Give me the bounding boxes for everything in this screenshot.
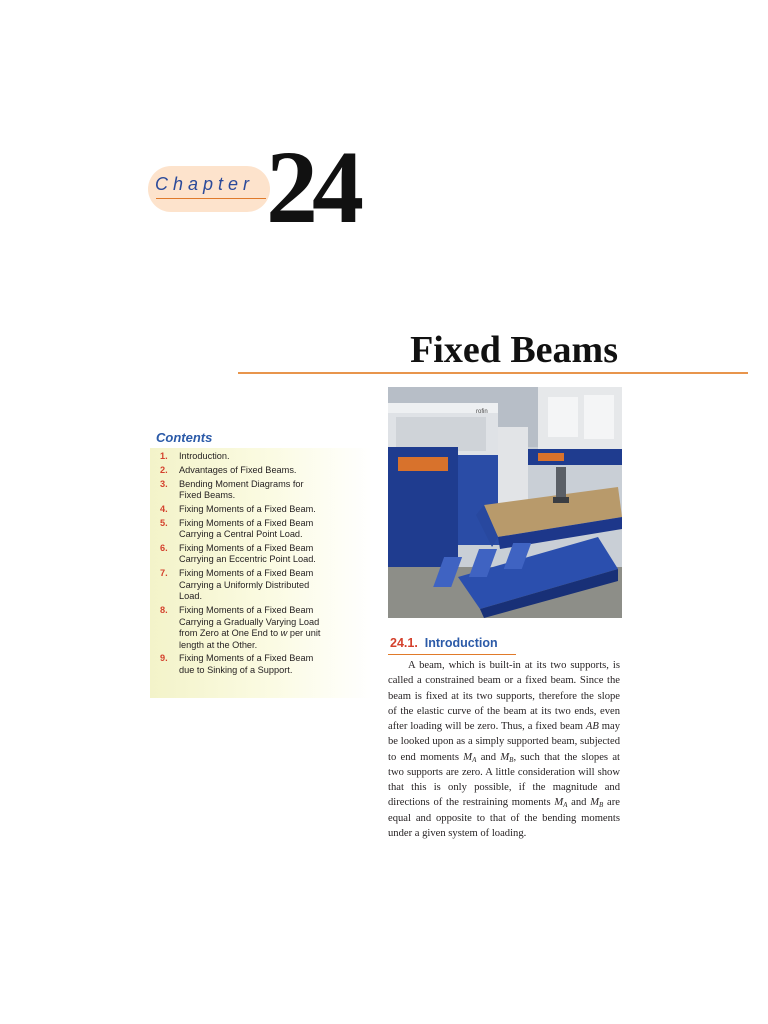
section-divider bbox=[388, 654, 516, 655]
section-number: 24.1. bbox=[390, 636, 418, 650]
contents-item-text: Fixing Moments of a Fixed Beam. bbox=[179, 503, 316, 514]
contents-item-text: Introduction. bbox=[179, 451, 230, 461]
contents-item-number: 3. bbox=[160, 478, 168, 489]
section-body-text: A beam, which is built-in at its two supports, is called a constrained beam or a fixed beam. Since the beam is fixed at its two supports, therefore the slope of the elastic curve of the beam at its two ends, even after loading will be zero. Thus, a fixed beam AB may be looked upon as a simply supported beam, subjected to end moments $M_A$ and $M_B$, such that the slopes at two supports are zero. A little consideration will show that this is only possible, if the magnitude and directions of the restraining moments $M_A$ and $M_B$ are equal and opposite to that of the bending moments under a given system of loading. bbox=[388, 660, 620, 839]
contents-item-text: Fixing Moments of a Fixed Beam due to Sinking of a Support. bbox=[179, 653, 314, 675]
contents-item bbox=[160, 504, 370, 516]
contents-item-number: 1. bbox=[160, 451, 168, 461]
chapter-label-underline bbox=[156, 198, 266, 199]
contents-item bbox=[160, 518, 370, 541]
contents-item-number: 9. bbox=[160, 653, 168, 664]
contents-item-number: 5. bbox=[160, 517, 168, 528]
chapter-number: 24 bbox=[266, 130, 358, 245]
contents-item-number: 8. bbox=[160, 605, 168, 616]
contents-item-number: 7. bbox=[160, 568, 168, 579]
section-title: Introduction bbox=[424, 636, 498, 650]
contents-item bbox=[160, 543, 370, 566]
contents-item-text: Bending Moment Diagrams for Fixed Beams. bbox=[179, 478, 304, 501]
contents-item-text: Advantages of Fixed Beams. bbox=[179, 464, 297, 475]
contents-heading: Contents bbox=[156, 430, 213, 445]
contents-item-number: 2. bbox=[160, 464, 168, 475]
contents-item bbox=[160, 605, 370, 651]
machine-brand-label: rofin bbox=[476, 409, 488, 415]
contents-item-number: 6. bbox=[160, 542, 168, 553]
section-body bbox=[388, 658, 620, 841]
contents-item-text: Fixing Moments of a Fixed Beam Carrying a Uniformly Distributed Load. bbox=[179, 568, 314, 602]
title-divider bbox=[238, 372, 748, 374]
chapter-label: Chapter bbox=[155, 174, 255, 194]
chapter-title: Fixed Beams bbox=[410, 329, 618, 371]
contents-item-number: 4. bbox=[160, 503, 168, 514]
contents-item-text: Fixing Moments of a Fixed Beam Carrying an Eccentric Point Load. bbox=[179, 542, 316, 565]
contents-item-text: Fixing Moments of a Fixed Beam Carrying a Central Point Load. bbox=[179, 517, 314, 540]
section-heading bbox=[390, 636, 498, 650]
contents-item bbox=[160, 451, 370, 463]
machine-photo bbox=[388, 387, 622, 618]
contents-item bbox=[160, 653, 370, 676]
contents-item-text: Fixing Moments of a Fixed Beam Carrying a Gradually Varying Load from Zero at One End to w per unit length at the Other. bbox=[179, 605, 321, 650]
contents-item bbox=[160, 465, 370, 477]
contents-item bbox=[160, 568, 370, 603]
contents-list bbox=[160, 451, 370, 679]
contents-item bbox=[160, 479, 370, 502]
